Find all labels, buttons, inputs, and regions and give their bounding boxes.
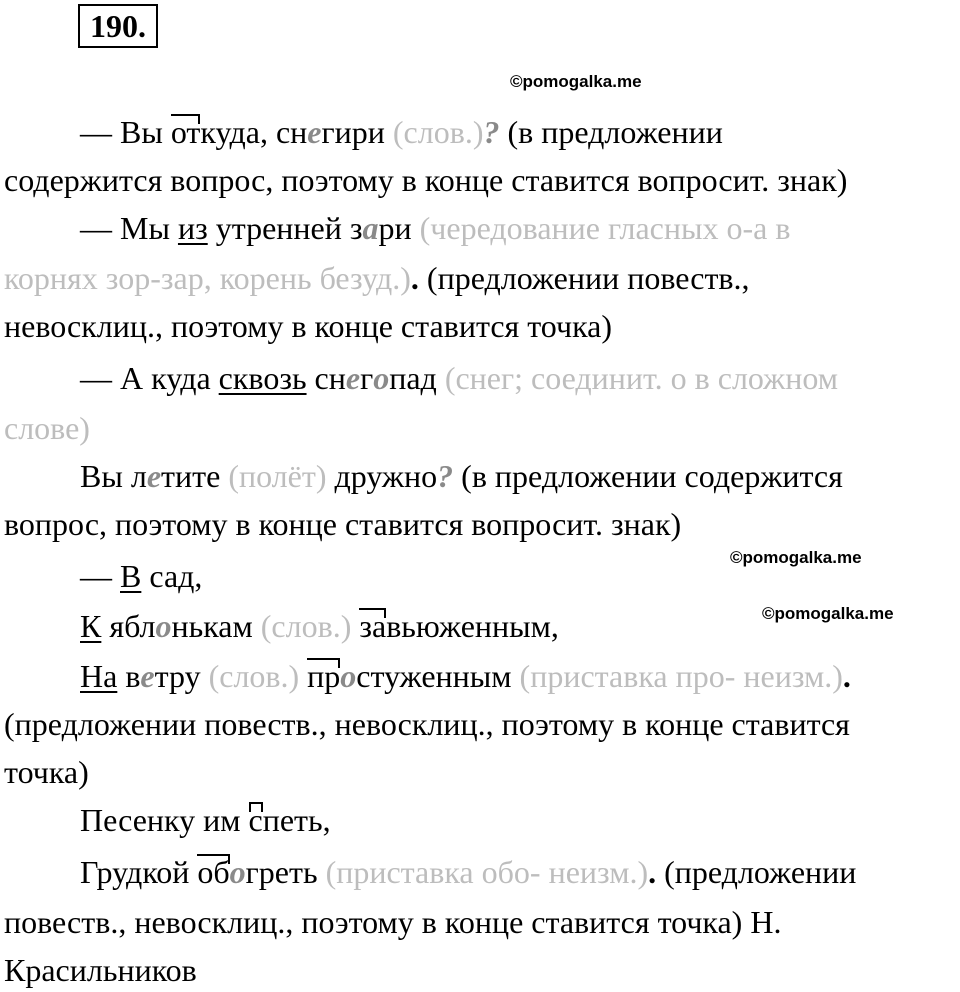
- prefix-mark: от: [170, 114, 201, 150]
- text-line-6: [0, 358, 960, 398]
- text-segment: Грудкой: [80, 854, 198, 890]
- grey-note: (приставка про- неизм.): [519, 658, 843, 694]
- exercise-number: 190.: [78, 4, 158, 48]
- text-segment: повеств., невосклиц., поэтому в конце ставится точка) Н.: [4, 904, 782, 940]
- prefix-mark: за: [359, 608, 387, 644]
- text-segment: (предложении: [656, 854, 857, 890]
- text-segment: Песенку им: [80, 802, 249, 838]
- highlighted-letter: е: [307, 114, 322, 150]
- text-segment: (в предложении содержится: [453, 458, 843, 494]
- text-line-3: [0, 208, 960, 248]
- text-segment: дружно: [326, 458, 438, 494]
- text-line-7: [0, 408, 960, 448]
- punctuation-mark: .: [842, 658, 851, 694]
- grey-note: (слов.): [260, 608, 352, 644]
- text-line-2: [0, 160, 960, 200]
- text-segment: ри: [378, 210, 420, 246]
- prefix-mark: с: [248, 802, 263, 838]
- text-segment: г: [360, 360, 374, 396]
- text-segment: петь,: [262, 802, 331, 838]
- watermark: ©pomogalka.me: [762, 604, 894, 623]
- watermark: ©pomogalka.me: [730, 548, 862, 567]
- text-segment: — А куда: [80, 360, 219, 396]
- underlined-word: К: [80, 608, 102, 644]
- grey-note: (снег; соединит. о в сложном: [444, 360, 838, 396]
- text-segment: сад,: [141, 558, 203, 594]
- punctuation-mark: .: [410, 260, 419, 296]
- grey-note: (чередование гласных о-а в: [419, 210, 791, 246]
- text-segment: (предложении повеств., невосклиц., поэтому в конце ставится: [4, 706, 850, 742]
- grey-note: (полёт): [228, 458, 327, 494]
- text-segment: (в предложении: [499, 114, 723, 150]
- text-segment: невосклиц., поэтому в конце ставится точка): [4, 308, 612, 344]
- text-line-8: [0, 456, 960, 496]
- punctuation-mark: ?: [437, 458, 454, 494]
- text-line-16: [0, 852, 960, 892]
- text-segment: ябл: [101, 608, 156, 644]
- text-segment: [299, 658, 307, 694]
- prefix-mark: пр: [307, 658, 341, 694]
- text-segment: содержится вопрос, поэтому в конце ставится вопросит. знак): [4, 162, 848, 198]
- text-segment: пад: [389, 360, 445, 396]
- underlined-word: сквозь: [218, 360, 307, 396]
- grey-note: слове): [4, 410, 90, 446]
- underlined-word: На: [80, 658, 118, 694]
- text-segment: тите: [161, 458, 229, 494]
- text-line-4: [0, 258, 960, 298]
- underlined-word: из: [177, 210, 208, 246]
- highlighted-letter: о: [373, 360, 390, 396]
- text-segment: тру: [154, 658, 209, 694]
- highlighted-letter: а: [362, 210, 379, 246]
- highlighted-letter: о: [155, 608, 172, 644]
- text-line-11: [0, 606, 960, 646]
- text-segment: — Мы: [80, 210, 178, 246]
- text-segment: [351, 608, 359, 644]
- text-segment: вопрос, поэтому в конце ставится вопросит. знак): [4, 506, 682, 542]
- highlighted-letter: е: [140, 658, 155, 694]
- text-line-5: [0, 306, 960, 346]
- text-line-12: [0, 656, 960, 696]
- highlighted-letter: е: [345, 360, 361, 396]
- text-line-17: [0, 902, 960, 942]
- text-line-15: [0, 800, 960, 840]
- text-segment: —: [80, 558, 120, 594]
- highlighted-letter: о: [340, 658, 357, 694]
- text-segment: куда, сн: [200, 114, 308, 150]
- text-line-10: [0, 556, 960, 596]
- text-line-18: [0, 950, 960, 990]
- text-segment: гири: [321, 114, 393, 150]
- text-segment: стуженным: [356, 658, 520, 694]
- watermark: ©pomogalka.me: [510, 72, 642, 91]
- underlined-word: В: [120, 558, 142, 594]
- highlighted-letter: е: [146, 458, 162, 494]
- text-segment: в: [117, 658, 141, 694]
- highlighted-letter: о: [229, 854, 246, 890]
- text-line-9: [0, 504, 960, 544]
- prefix-mark: об: [197, 854, 230, 890]
- text-segment: сн: [306, 360, 346, 396]
- grey-note: (слов.): [392, 114, 484, 150]
- grey-note: корнях зор-зар, корень безуд.): [4, 260, 411, 296]
- text-line-14: [0, 752, 960, 792]
- punctuation-mark: .: [648, 854, 657, 890]
- punctuation-mark: ?: [483, 114, 500, 150]
- text-segment: Вы л: [80, 458, 147, 494]
- text-segment: утренней з: [207, 210, 363, 246]
- text-segment: — Вы: [80, 114, 171, 150]
- text-segment: греть: [245, 854, 326, 890]
- text-segment: (предложении повеств.,: [418, 260, 750, 296]
- grey-note: (слов.): [208, 658, 300, 694]
- text-segment: Красильников: [4, 952, 197, 988]
- text-line-1: [0, 112, 960, 152]
- text-line-13: [0, 704, 960, 744]
- grey-note: (приставка обо- неизм.): [325, 854, 649, 890]
- text-segment: нькам: [171, 608, 261, 644]
- text-segment: вьюженным,: [386, 608, 559, 644]
- text-segment: точка): [4, 754, 89, 790]
